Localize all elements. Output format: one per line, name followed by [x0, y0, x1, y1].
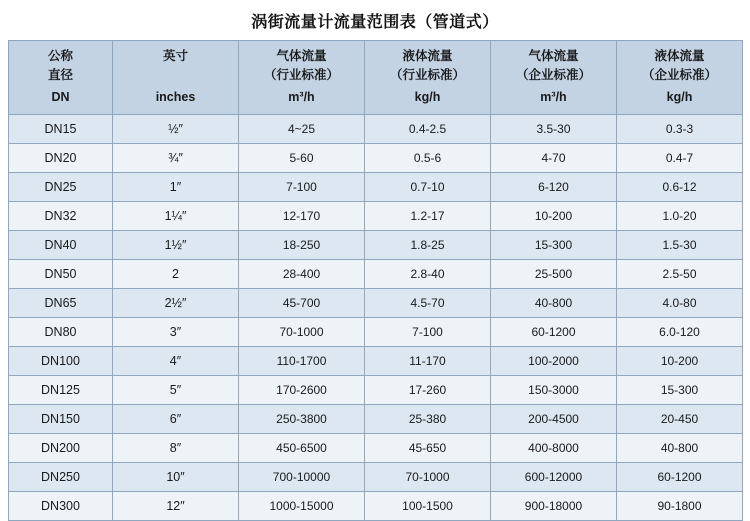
cell-dn: DN65: [9, 289, 113, 318]
column-header-line2: （企业标准）: [515, 68, 591, 83]
cell-dn: DN50: [9, 260, 113, 289]
cell-gas-industry: 28-400: [239, 260, 365, 289]
cell-gas-enterprise: 600-12000: [491, 463, 617, 492]
cell-liquid-industry: 25-380: [365, 405, 491, 434]
cell-liquid-enterprise: 6.0-120: [617, 318, 743, 347]
cell-gas-industry: 45-700: [239, 289, 365, 318]
cell-dn: DN80: [9, 318, 113, 347]
table-row: [9, 434, 743, 463]
cell-gas-enterprise: 3.5-30: [491, 115, 617, 144]
cell-inches: 12″: [113, 492, 239, 521]
cell-gas-industry: 12-170: [239, 202, 365, 231]
column-header-line1: 公称: [47, 49, 73, 63]
cell-liquid-industry: 1.2-17: [365, 202, 491, 231]
column-header-line3: inches: [155, 89, 196, 104]
cell-inches: 6″: [113, 405, 239, 434]
column-header-inches: [113, 41, 239, 115]
cell-inches: 2: [113, 260, 239, 289]
cell-gas-industry: 700-10000: [239, 463, 365, 492]
table-row: [9, 173, 743, 202]
cell-gas-enterprise: 4-70: [491, 144, 617, 173]
cell-liquid-industry: 45-650: [365, 434, 491, 463]
table-header: [9, 41, 743, 115]
cell-dn: DN40: [9, 231, 113, 260]
cell-gas-enterprise: 200-4500: [491, 405, 617, 434]
cell-liquid-enterprise: 60-1200: [617, 463, 743, 492]
cell-gas-enterprise: 15-300: [491, 231, 617, 260]
cell-gas-enterprise: 900-18000: [491, 492, 617, 521]
cell-gas-enterprise: 10-200: [491, 202, 617, 231]
table-row: [9, 318, 743, 347]
cell-liquid-industry: 100-1500: [365, 492, 491, 521]
table-row: [9, 260, 743, 289]
cell-inches: 1¼″: [113, 202, 239, 231]
column-header-line3: DN: [51, 89, 70, 104]
cell-gas-enterprise: 25-500: [491, 260, 617, 289]
cell-inches: 10″: [113, 463, 239, 492]
cell-dn: DN100: [9, 347, 113, 376]
table-body: [9, 115, 743, 521]
cell-dn: DN20: [9, 144, 113, 173]
column-header-line3: m³/h: [288, 89, 315, 104]
cell-liquid-enterprise: 2.5-50: [617, 260, 743, 289]
cell-liquid-enterprise: 40-800: [617, 434, 743, 463]
column-header-line3: kg/h: [414, 89, 441, 104]
column-header-line2: 直径: [47, 68, 73, 83]
cell-gas-industry: 1000-15000: [239, 492, 365, 521]
column-header-line1: 气体流量: [528, 49, 579, 63]
table-row: [9, 463, 743, 492]
cell-liquid-enterprise: 4.0-80: [617, 289, 743, 318]
cell-gas-industry: 450-6500: [239, 434, 365, 463]
cell-liquid-enterprise: 0.3-3: [617, 115, 743, 144]
cell-gas-industry: 170-2600: [239, 376, 365, 405]
cell-gas-enterprise: 400-8000: [491, 434, 617, 463]
cell-liquid-industry: 2.8-40: [365, 260, 491, 289]
cell-liquid-enterprise: 10-200: [617, 347, 743, 376]
cell-inches: 3″: [113, 318, 239, 347]
cell-inches: 5″: [113, 376, 239, 405]
column-header-nominal-diameter: [9, 41, 113, 115]
column-header-gas-flow-industry: [239, 41, 365, 115]
table-row: [9, 376, 743, 405]
column-header-gas-flow-enterprise: [491, 41, 617, 115]
column-header-line1: 液体流量: [654, 49, 705, 63]
cell-liquid-industry: 17-260: [365, 376, 491, 405]
cell-liquid-industry: 7-100: [365, 318, 491, 347]
cell-gas-enterprise: 60-1200: [491, 318, 617, 347]
cell-gas-industry: 5-60: [239, 144, 365, 173]
column-header-line2: （行业标准）: [389, 68, 465, 83]
table-row: [9, 405, 743, 434]
table-row: [9, 492, 743, 521]
cell-liquid-enterprise: 15-300: [617, 376, 743, 405]
cell-gas-industry: 18-250: [239, 231, 365, 260]
cell-liquid-industry: 0.5-6: [365, 144, 491, 173]
cell-gas-enterprise: 100-2000: [491, 347, 617, 376]
cell-inches: 1″: [113, 173, 239, 202]
cell-dn: DN150: [9, 405, 113, 434]
cell-liquid-industry: 70-1000: [365, 463, 491, 492]
cell-inches: 4″: [113, 347, 239, 376]
cell-inches: ½″: [113, 115, 239, 144]
column-header-line3: kg/h: [666, 89, 693, 104]
table-row: [9, 202, 743, 231]
cell-dn: DN25: [9, 173, 113, 202]
cell-gas-enterprise: 150-3000: [491, 376, 617, 405]
cell-gas-industry: 250-3800: [239, 405, 365, 434]
table-header-row: [9, 41, 743, 115]
cell-liquid-industry: 11-170: [365, 347, 491, 376]
column-header-liquid-flow-enterprise: [617, 41, 743, 115]
flow-range-table: [8, 40, 743, 521]
table-row: [9, 347, 743, 376]
table-row: [9, 231, 743, 260]
cell-dn: DN125: [9, 376, 113, 405]
cell-dn: DN15: [9, 115, 113, 144]
cell-gas-industry: 4~25: [239, 115, 365, 144]
cell-liquid-enterprise: 20-450: [617, 405, 743, 434]
cell-gas-industry: 110-1700: [239, 347, 365, 376]
table-row: [9, 144, 743, 173]
cell-liquid-industry: 0.7-10: [365, 173, 491, 202]
cell-liquid-enterprise: 0.6-12: [617, 173, 743, 202]
cell-gas-industry: 7-100: [239, 173, 365, 202]
cell-liquid-industry: 0.4-2.5: [365, 115, 491, 144]
cell-liquid-enterprise: 0.4-7: [617, 144, 743, 173]
cell-inches: 8″: [113, 434, 239, 463]
cell-gas-enterprise: 40-800: [491, 289, 617, 318]
cell-inches: 1½″: [113, 231, 239, 260]
cell-inches: ¾″: [113, 144, 239, 173]
cell-gas-industry: 70-1000: [239, 318, 365, 347]
column-header-line2: （行业标准）: [263, 68, 339, 83]
column-header-line2: [174, 68, 177, 82]
cell-dn: DN300: [9, 492, 113, 521]
column-header-line1: 英寸: [162, 49, 188, 63]
column-header-line2: （企业标准）: [641, 68, 717, 83]
cell-liquid-industry: 4.5-70: [365, 289, 491, 318]
cell-dn: DN32: [9, 202, 113, 231]
cell-liquid-industry: 1.8-25: [365, 231, 491, 260]
column-header-line1: 气体流量: [276, 49, 327, 63]
table-row: [9, 115, 743, 144]
cell-dn: DN250: [9, 463, 113, 492]
page-title: 涡街流量计流量范围表（管道式）: [251, 14, 499, 31]
cell-liquid-enterprise: 1.5-30: [617, 231, 743, 260]
cell-dn: DN200: [9, 434, 113, 463]
cell-liquid-enterprise: 90-1800: [617, 492, 743, 521]
column-header-line1: 液体流量: [402, 49, 453, 63]
cell-liquid-enterprise: 1.0-20: [617, 202, 743, 231]
cell-inches: 2½″: [113, 289, 239, 318]
table-row: [9, 289, 743, 318]
column-header-line3: m³/h: [540, 89, 567, 104]
column-header-liquid-flow-industry: [365, 41, 491, 115]
cell-gas-enterprise: 6-120: [491, 173, 617, 202]
